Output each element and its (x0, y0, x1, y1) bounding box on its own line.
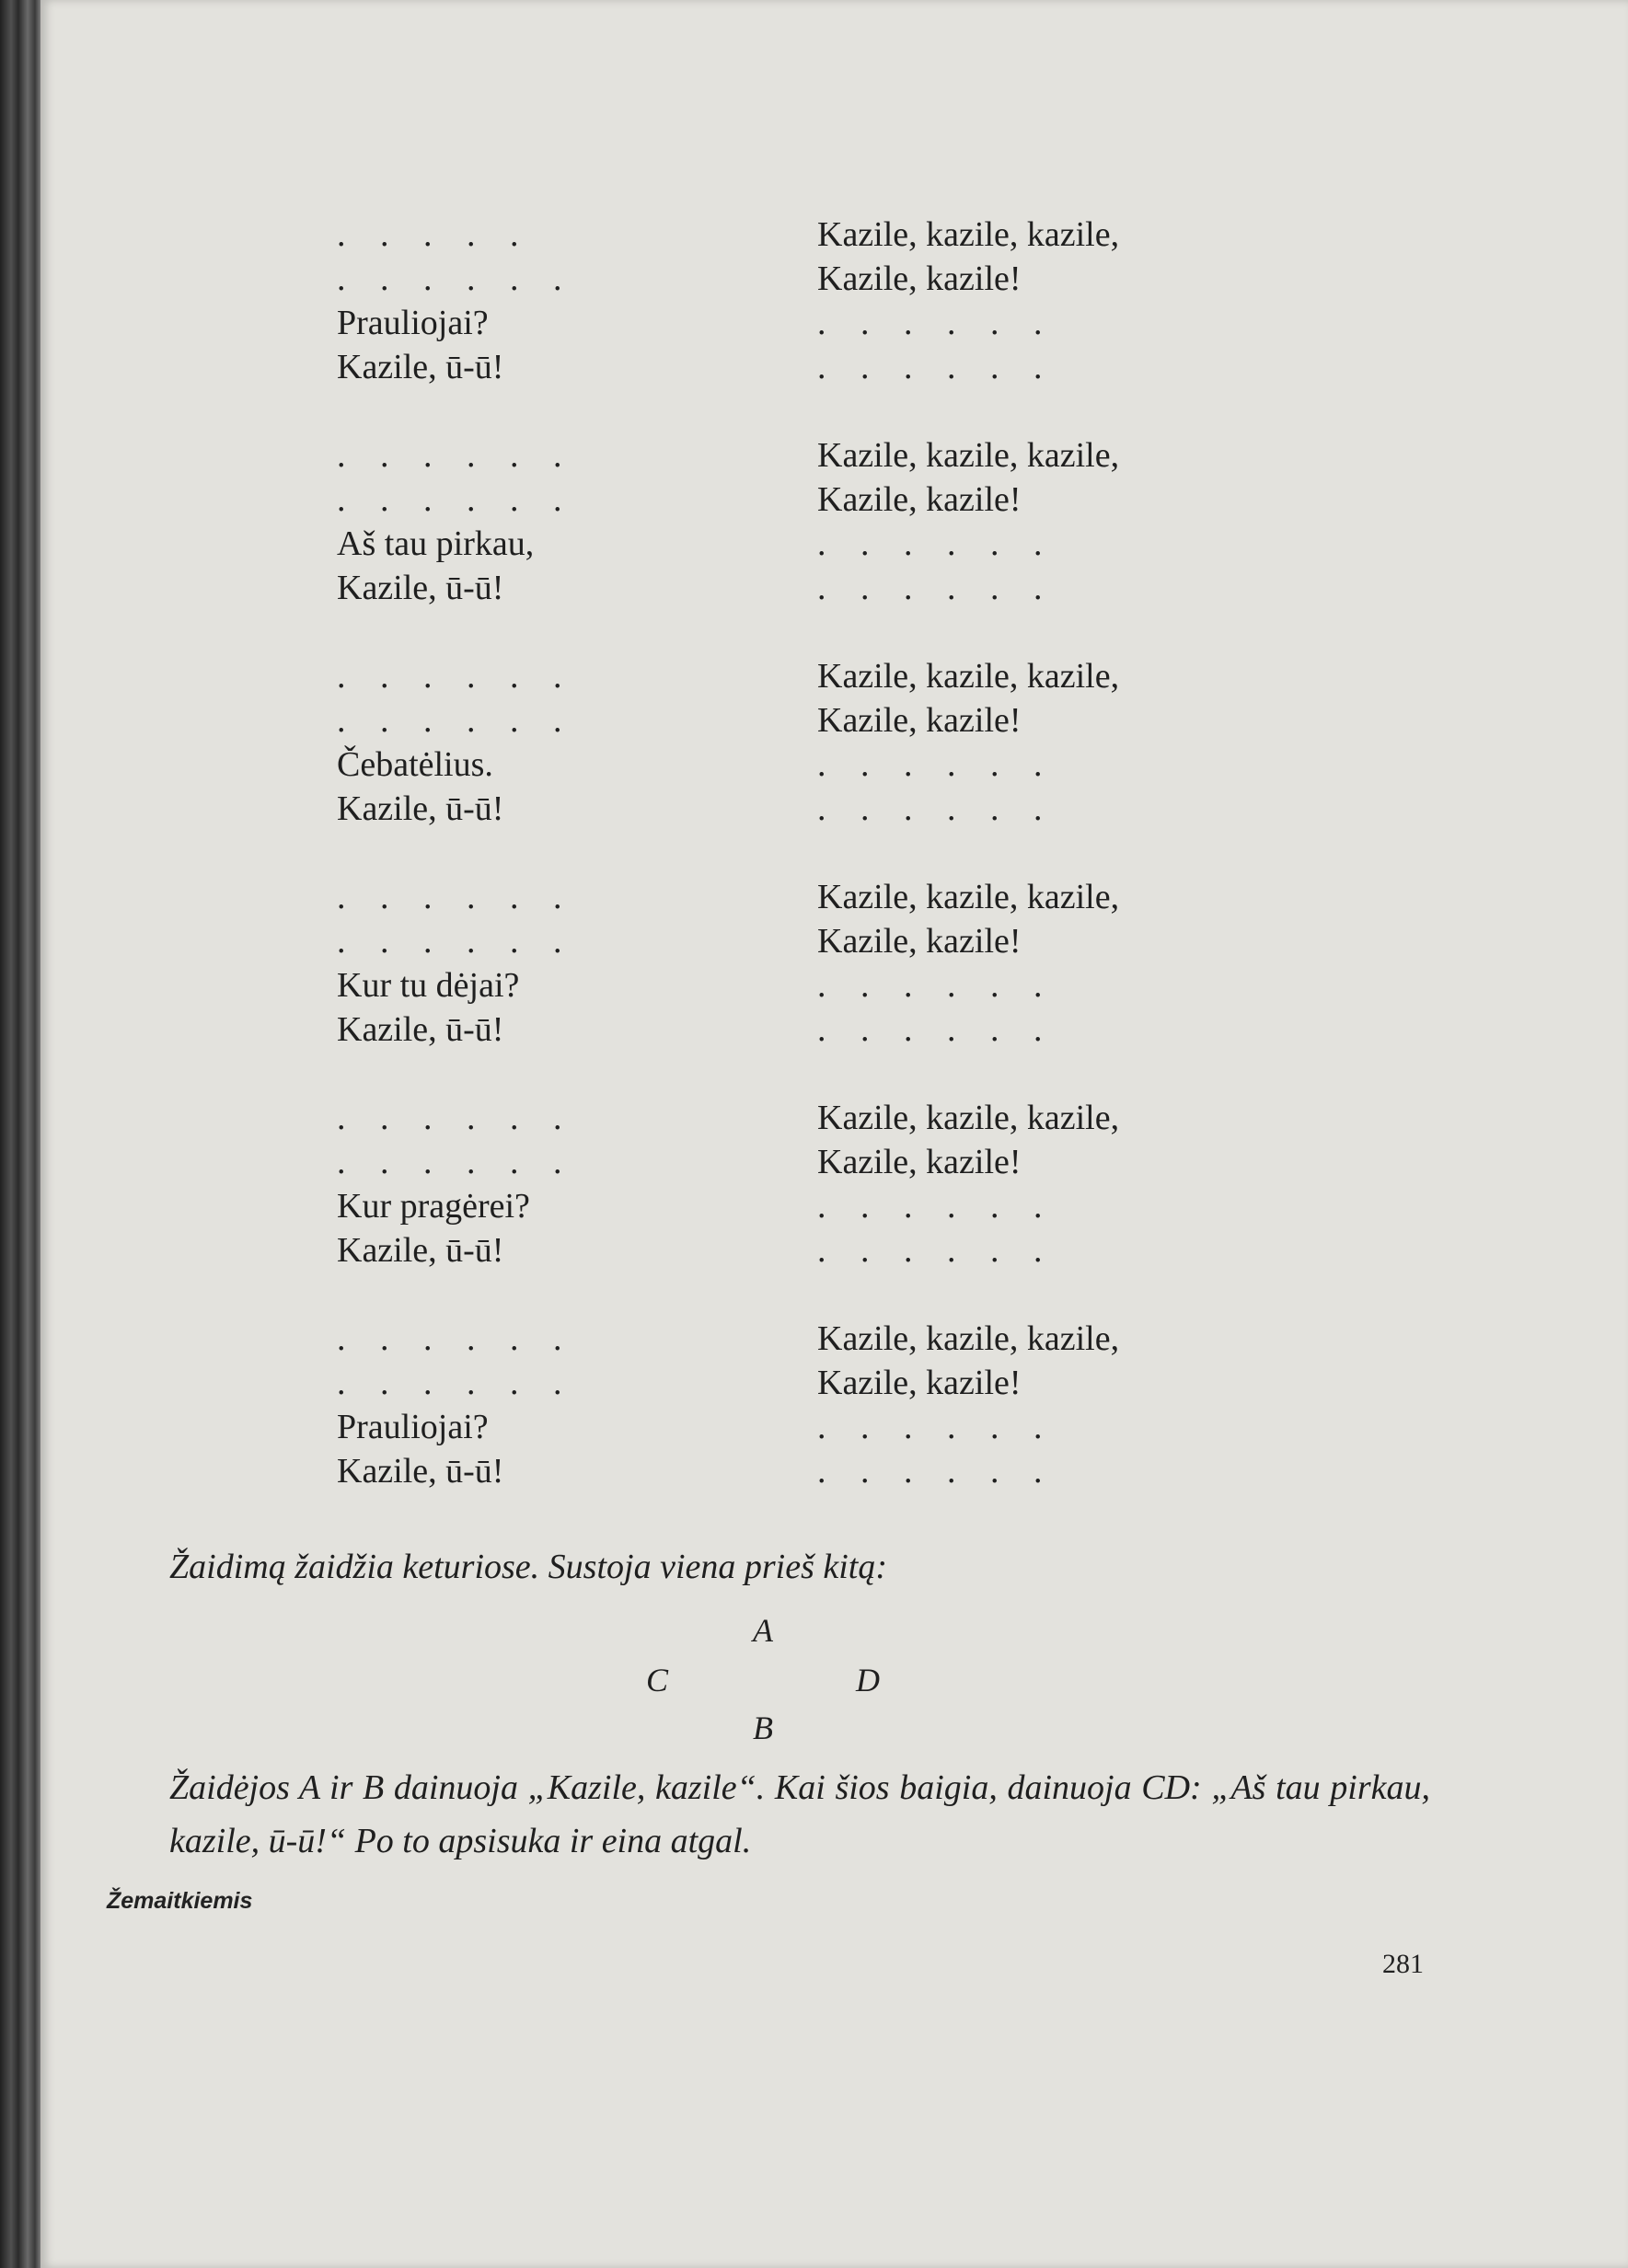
right-line: Kazile, kazile, kazile, (817, 1319, 1120, 1358)
left-line: Aš tau pirkau, (337, 524, 535, 563)
right-line: Kazile, kazile, kazile, (817, 436, 1120, 475)
right-line: . . . . . . (817, 524, 1056, 563)
left-line: Kazile, ū-ū! (337, 789, 504, 828)
right-line: Kazile, kazile! (817, 1143, 1022, 1181)
left-line: . . . . . (337, 215, 532, 254)
right-line: . . . . . . (817, 304, 1056, 342)
position-c: C (646, 1662, 669, 1698)
left-line: . . . . . . (337, 878, 575, 916)
right-line: Kazile, kazile, kazile, (817, 657, 1120, 696)
book-spine (0, 0, 40, 2268)
page-number: 281 (1382, 1949, 1424, 1979)
left-line: . . . . . . (337, 1319, 575, 1358)
left-line: Prauliojai? (337, 1408, 489, 1446)
right-line: Kazile, kazile, kazile, (817, 1099, 1120, 1137)
left-line: . . . . . . (337, 1099, 575, 1137)
position-b: B (753, 1710, 773, 1746)
left-line: . . . . . . (337, 657, 575, 696)
left-line: . . . . . . (337, 480, 575, 519)
place-name: Žemaitkiemis (107, 1888, 253, 1914)
left-line: . . . . . . (337, 1143, 575, 1181)
left-line: . . . . . . (337, 1364, 575, 1402)
right-line: . . . . . . (817, 569, 1056, 607)
right-line: . . . . . . (817, 1408, 1056, 1446)
right-line: Kazile, kazile! (817, 701, 1022, 740)
right-line: . . . . . . (817, 1187, 1056, 1226)
right-line: Kazile, kazile, kazile, (817, 215, 1120, 254)
right-line: Kazile, kazile! (817, 1364, 1022, 1402)
right-line: Kazile, kazile! (817, 480, 1022, 519)
right-line: . . . . . . (817, 1231, 1056, 1270)
description-paragraph: Žaidėjos A ir B dainuoja „Kazile, kazile“. Kai šios baigia, dainuoja CD: „Aš tau pirkau, kazile, ū-ū!“ Po to apsisuka ir eina atgal. (169, 1768, 1430, 1860)
left-line: Čebatėlius. (337, 745, 493, 784)
left-line: Kazile, ū-ū! (337, 348, 504, 386)
right-line: . . . . . . (817, 1452, 1056, 1491)
left-line: Kazile, ū-ū! (337, 1010, 504, 1049)
right-line: . . . . . . (817, 1010, 1056, 1049)
left-line: Kur tu dėjai? (337, 966, 520, 1005)
book-page (40, 0, 1628, 2268)
left-line: . . . . . . (337, 259, 575, 298)
left-line: Kazile, ū-ū! (337, 569, 504, 607)
position-d: D (856, 1662, 880, 1698)
position-a: A (753, 1612, 773, 1649)
right-line: . . . . . . (817, 745, 1056, 784)
left-line: Kazile, ū-ū! (337, 1452, 504, 1491)
left-line: . . . . . . (337, 436, 575, 475)
right-line: . . . . . . (817, 789, 1056, 828)
right-line: Kazile, kazile! (817, 922, 1022, 961)
left-line: Kur pragėrei? (337, 1187, 530, 1226)
right-line: Kazile, kazile! (817, 259, 1022, 298)
right-line: . . . . . . (817, 348, 1056, 386)
left-line: . . . . . . (337, 701, 575, 740)
right-line: Kazile, kazile, kazile, (817, 878, 1120, 916)
instruction-text: Žaidimą žaidžia keturiose. Sustoja viena prieš kitą: (169, 1548, 888, 1586)
left-line: Kazile, ū-ū! (337, 1231, 504, 1270)
left-line: . . . . . . (337, 922, 575, 961)
left-line: Prauliojai? (337, 304, 489, 342)
right-line: . . . . . . (817, 966, 1056, 1005)
